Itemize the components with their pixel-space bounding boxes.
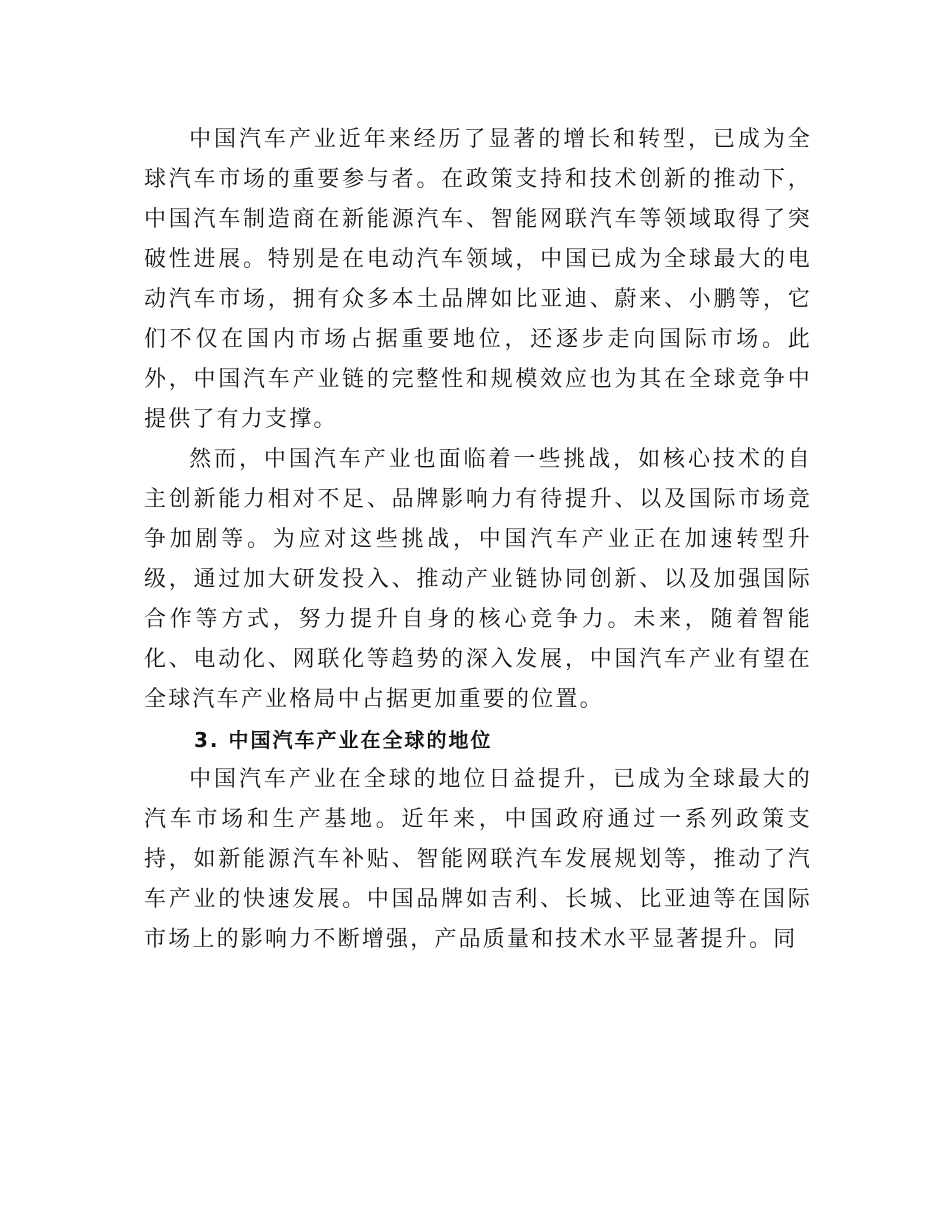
section-heading: 3. 中国汽车产业在全球的地位 [194, 728, 493, 752]
document-body [144, 120, 812, 960]
paragraph-global-position: 中国汽车产业在全球的地位日益提升，已成为全球最大的汽车市场和生产基地。近年来，中国政府通过一系列政策支持，如新能源汽车补贴、智能网联汽车发展规划等，推动了汽车产业的快速发展。中国品牌如吉利、长城、比亚迪等在国际市场上的影响力不断增强，产品质量和技术水平显著提升。同 [144, 767, 812, 952]
paragraph-industry-challenges: 然而，中国汽车产业也面临着一些挑战，如核心技术的自主创新能力相对不足、品牌影响力有待提升、以及国际市场竞争加剧等。为应对这些挑战，中国汽车产业正在加速转型升级，通过加大研发投入、推动产业链协同创新、以及加强国际合作等方式，努力提升自身的核心竞争力。未来，随着智能化、电动化、网联化等趋势的深入发展，中国汽车产业有望在全球汽车产业格局中占据更加重要的位置。 [144, 447, 812, 712]
paragraph-industry-growth: 中国汽车产业近年来经历了显著的增长和转型，已成为全球汽车市场的重要参与者。在政策支持和技术创新的推动下，中国汽车制造商在新能源汽车、智能网联汽车等领域取得了突破性进展。特别是在电动汽车领域，中国已成为全球最大的电动汽车市场，拥有众多本土品牌如比亚迪、蔚来、小鹏等，它们不仅在国内市场占据重要地位，还逐步走向国际市场。此外，中国汽车产业链的完整性和规模效应也为其在全球竞争中提供了有力支撑。 [144, 127, 812, 432]
